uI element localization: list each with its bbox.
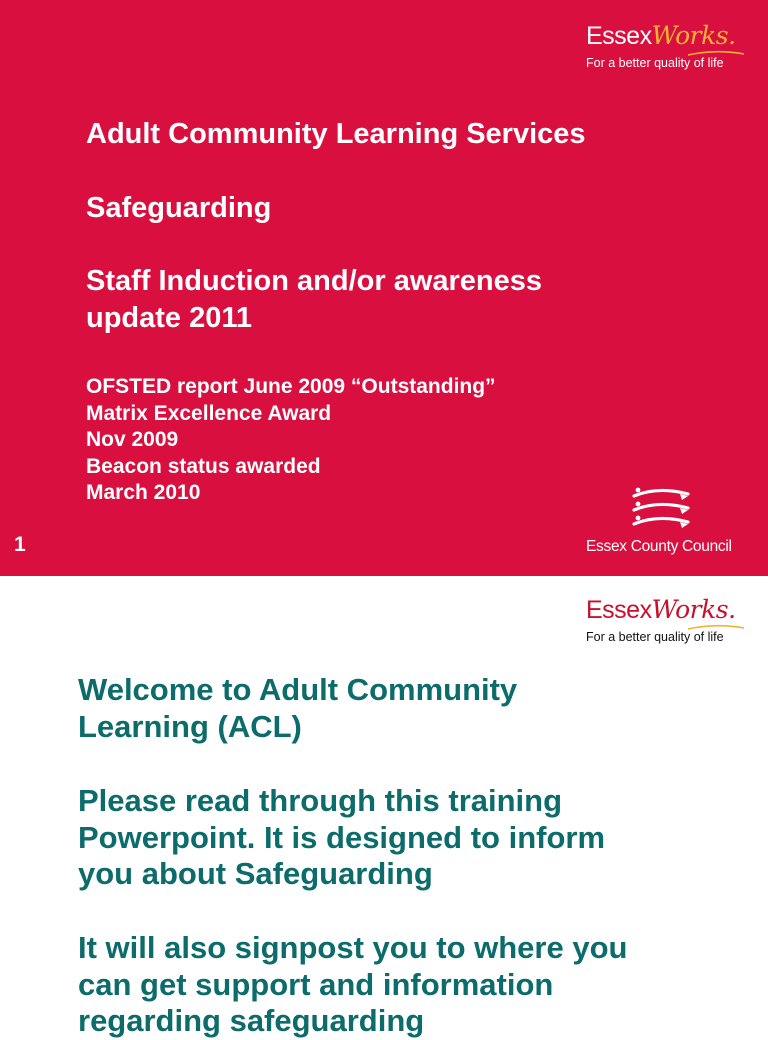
- brand-wordmark: EssexWorks.: [586, 21, 736, 50]
- award-line-3: Nov 2009: [86, 428, 179, 451]
- essexworks-logo-slide-2: [586, 596, 766, 644]
- award-line-1: OFSTED report June 2009 “Outstanding”: [86, 375, 496, 398]
- slide-heading-line-1: Staff Induction and/or awareness: [86, 265, 543, 297]
- logo-tagline-slide-2: For a better quality of life: [586, 630, 724, 644]
- instruction-line-2: Powerpoint. It is designed to inform: [78, 819, 606, 855]
- award-line-4: Beacon status awarded: [86, 454, 321, 478]
- instruction-line-1: Please read through this training: [78, 783, 563, 818]
- slide-subtitle: Safeguarding: [86, 192, 272, 224]
- instruction-paragraph: [78, 783, 718, 893]
- slide-number: 1: [14, 533, 26, 556]
- essexworks-logo: [586, 22, 766, 70]
- welcome-line-1: Welcome to Adult Community: [78, 672, 518, 707]
- council-name: Essex County Council: [586, 538, 732, 555]
- award-line-5: March 2010: [86, 481, 201, 504]
- signpost-line-2: can get support and information: [78, 966, 554, 1002]
- slide-heading-line-2: update 2011: [86, 302, 253, 334]
- instruction-line-3: you about Safeguarding: [78, 856, 433, 891]
- logo-tagline: For a better quality of life: [586, 56, 724, 70]
- logo-swoosh-icon: [686, 49, 746, 57]
- signpost-line-1: It will also signpost you to where you: [78, 930, 628, 965]
- award-line-2: Matrix Excellence Award: [86, 401, 332, 425]
- logo-swoosh-icon: [686, 623, 746, 631]
- welcome-line-2: Learning (ACL): [78, 708, 302, 744]
- brand-wordmark-slide-2: EssexWorks.: [586, 595, 736, 624]
- signpost-line-3: regarding safeguarding: [78, 1003, 425, 1038]
- slide-title: Adult Community Learning Services: [86, 118, 586, 150]
- welcome-paragraph: [78, 672, 718, 745]
- signpost-paragraph: [78, 930, 718, 1040]
- seaxes-emblem-icon: [628, 484, 694, 536]
